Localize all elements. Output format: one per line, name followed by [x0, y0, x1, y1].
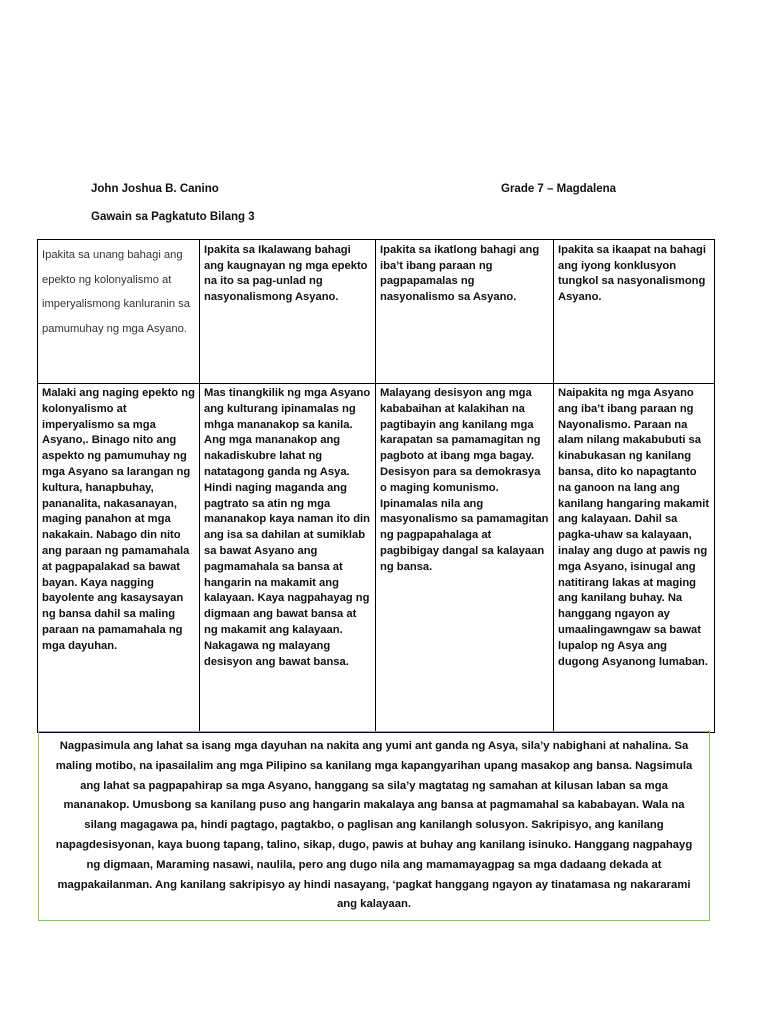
conclusion-box: Nagpasimula ang lahat sa isang mga dayuhan na nakita ang yumi ant ganda ng Asya, sila’y nabighani at nahalina. Sa maling motibo, na ipasailalim ang mga Pilipino sa kanilang mga kapangyarihan upang masakop ang bansa. Nagsimula ang lahat sa pagpapahirap sa mga Asyano, hanggang sa sila’y magtatag ng samahan at kilusan laban sa mga mananakop. Umusbong sa kanilang puso ang hangarin makalaya ang bansa at pagmamahal sa kababayan. Wala na silang magagawa pa, hindi pagtago, pagtakbo, o paglisan ang kanilangh solusyon. Sakripisyo, ang kanilang napagdesisyonan, kaya buong tapang, talino, sikap, dugo, pawis at buhay ang kanilang isinuko. Hanggang nagpahayg ng digmaan, Maraming nasawi, naulila, pero ang dugo nila ang mamamayagpag sa mga dadaang dekada at magpakailanman. Ang kanilang sakripisyo ay hindi nasayang, ‘pagkat hanggang ngayon ay tinatamasa ng nakararami ang kalayaan.	[38, 731, 710, 921]
answer-row	[38, 384, 715, 733]
grade-section: Grade 7 – Magdalena	[501, 183, 617, 195]
prompt-cell-3: Ipakita sa ikatlong bahagi ang iba’t ibang paraan ng pagpapamalas ng nasyonalismo sa Asyano.	[376, 240, 554, 384]
prompt-cell-4: Ipakita sa ikaapat na bahagi ang iyong konklusyon tungkol sa nasyonalismong Asyano.	[554, 240, 715, 384]
worksheet-table	[37, 239, 715, 733]
answer-cell-2: Mas tinangkilik ng mga Asyano ang kulturang ipinamalas ng mhga mananakop sa kanila. Ang mga mananakop ang nakadiskubre lahat ng natatagong ganda ng Asya. Hindi naging maganda ang pagtrato sa atin ng mga mananakop kaya naman ito din ang isa sa dahilan at sumiklab sa bawat Asyano ang pagmamahala sa bansa at hangarin na makamit ang kalayaan. Kaya nagpahayag ng digmaan ang bawat bansa at ng makamit ang kalayaan. Nakagawa ng malayang desisyon ang bawat bansa.	[200, 384, 376, 733]
answer-cell-3: Malayang desisyon ang mga kababaihan at kalakihan na pagtibayin ang kanilang mga karapatan sa pamamagitan ng pagboto at ibang mga bagay. Desisyon para sa demokrasya o maging komunismo. Ipinamalas nila ang masyonalismo sa pamamagitan ng pagpapahalaga at pagbibigay dangal sa kalayaan ng bansa.	[376, 384, 554, 733]
prompt-cell-2: Ipakita sa Ikalawang bahagi ang kaugnayan ng mga epekto na ito sa pag-unlad ng nasyonalismong Asyano.	[200, 240, 376, 384]
answer-cell-1: Malaki ang naging epekto ng kolonyalismo at imperyalismo sa mga Asyano,. Binago nito ang aspekto ng pamumuhay ng mga Asyano sa larangan ng kultura, hanapbuhay, pananalita, nakasanayan, maging panahon at mga nakakain. Nabago din nito ang paraan ng pamamahala at pagpapalakad sa bawat bayan. Kaya nagging bayolente ang kasaysayan ng bansa dahil sa maling paraan na pamamahala ng mga dayuhan.	[38, 384, 200, 733]
prompt-row	[38, 240, 715, 384]
prompt-cell-1: Ipakita sa unang bahagi ang epekto ng kolonyalismo at imperyalismong kanluranin sa pamumuhay ng mga Asyano.	[38, 240, 200, 384]
student-name: John Joshua B. Canino	[91, 183, 219, 195]
answer-cell-4: Naipakita ng mga Asyano ang iba’t ibang paraan ng Nayonalismo. Paraan na alam nilang makabubuti sa kinabukasan ng kanilang bansa, dito ko napagtanto na ganoon na lang ang kanilang hangaring makamit ang kalayaan. Dahil sa pagka-uhaw sa kalayaan, inalay ang dugo at pawis ng mga Asyano, isinugal ang natitirang lakas at maging ang kanilang buhay. Na hanggang ngayon ay umaalingawngaw sa bawat lupalop ng Asya ang dugong Asyanong lumaban.	[554, 384, 715, 733]
activity-title: Gawain sa Pagkatuto Bilang 3	[91, 211, 255, 223]
